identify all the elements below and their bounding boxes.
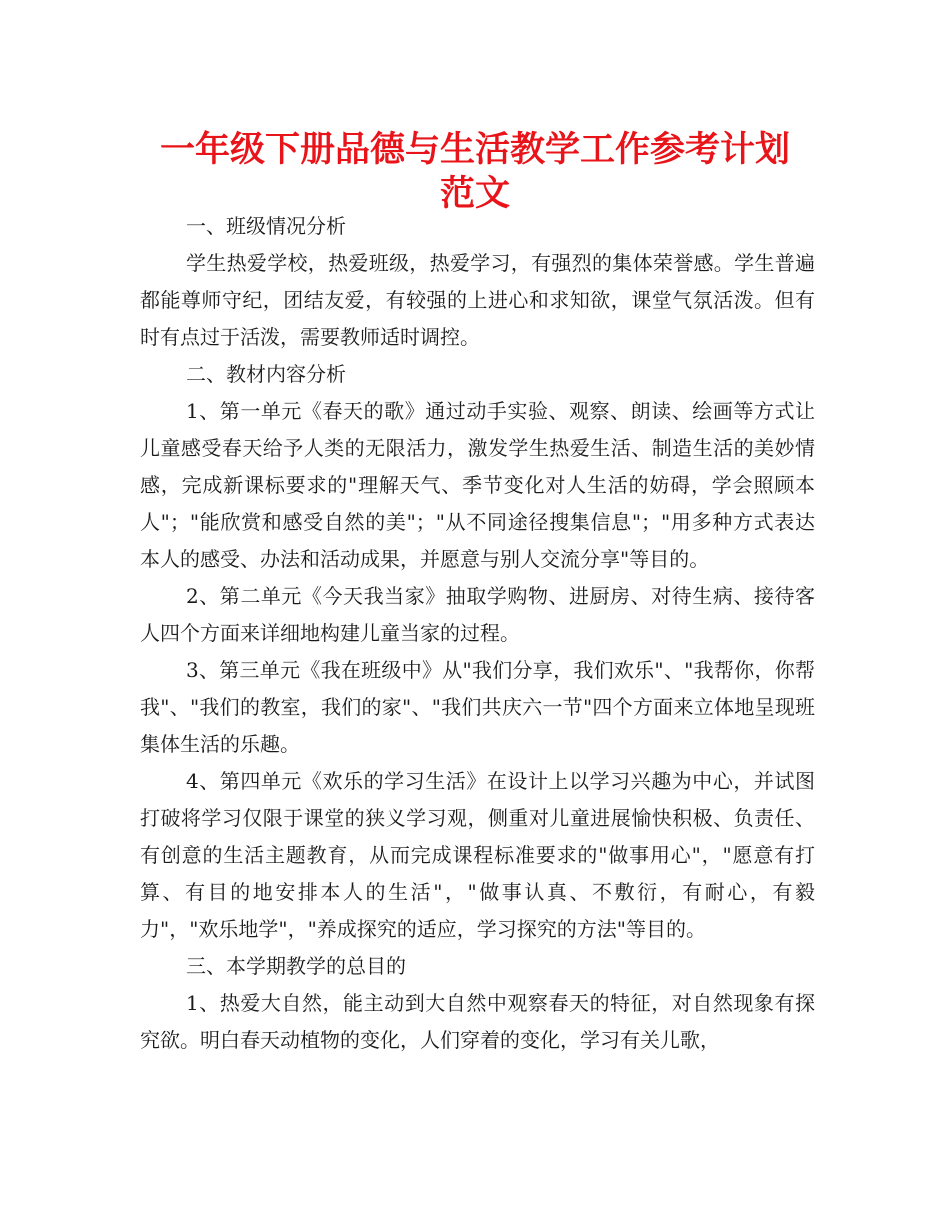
document-title-line-1: 一年级下册品德与生活教学工作参考计划 bbox=[159, 130, 790, 170]
paragraph: 2、第二单元《今天我当家》抽取学购物、进厨房、对待生病、接待客人四个方面来详细地构建儿童当家的过程。 bbox=[140, 584, 815, 645]
paragraph: 3、第三单元《我在班级中》从"我们分享，我们欢乐"、"我帮你，你帮我"、"我们的教室，我们的家"、"我们共庆六一节"四个方面来立体地呈现班集体生活的乐趣。 bbox=[140, 658, 815, 756]
paragraph: 1、第一单元《春天的歌》通过动手实验、观察、朗读、绘画等方式让儿童感受春天给予人类的无限活力，激发学生热爱生活、制造生活的美妙情感，完成新课标要求的"理解天气、季节变化对人生活的妨碍，学会照顾本人"；"能欣赏和感受自然的美"；"从不同途径搜集信息"；"用多种方式表达本人的感受、办法和活动成果，并愿意与别人交流分享"等目的。 bbox=[140, 399, 815, 571]
paragraph: 学生热爱学校，热爱班级，热爱学习，有强烈的集体荣誉感。学生普遍都能尊师守纪，团结友爱，有较强的上进心和求知欲，课堂气氛活泼。但有时有点过于活泼，需要教师适时调控。 bbox=[140, 251, 815, 349]
document-body bbox=[140, 208, 815, 1059]
section-heading: 一、班级情况分析 bbox=[186, 214, 346, 238]
section-heading: 三、本学期教学的总目的 bbox=[186, 954, 406, 978]
paragraph: 1、热爱大自然，能主动到大自然中观察春天的特征，对自然现象有探究欲。明白春天动植物的变化，人们穿着的变化，学习有关儿歌， bbox=[140, 991, 815, 1052]
section-heading: 二、教材内容分析 bbox=[186, 362, 346, 386]
document-title-line-2: 范文 bbox=[439, 174, 510, 214]
paragraph: 4、第四单元《欢乐的学习生活》在设计上以学习兴趣为中心，并试图打破将学习仅限于课堂的狭义学习观，侧重对儿童进展愉快积极、负责任、有创意的生活主题教育，从而完成课程标准要求的"做事用心"，"愿意有打算、有目的地安排本人的生活"，"做事认真、不敷衍，有耐心，有毅力"，"欢乐地学"，"养成探究的适应，学习探究的方法"等目的。 bbox=[140, 769, 815, 941]
